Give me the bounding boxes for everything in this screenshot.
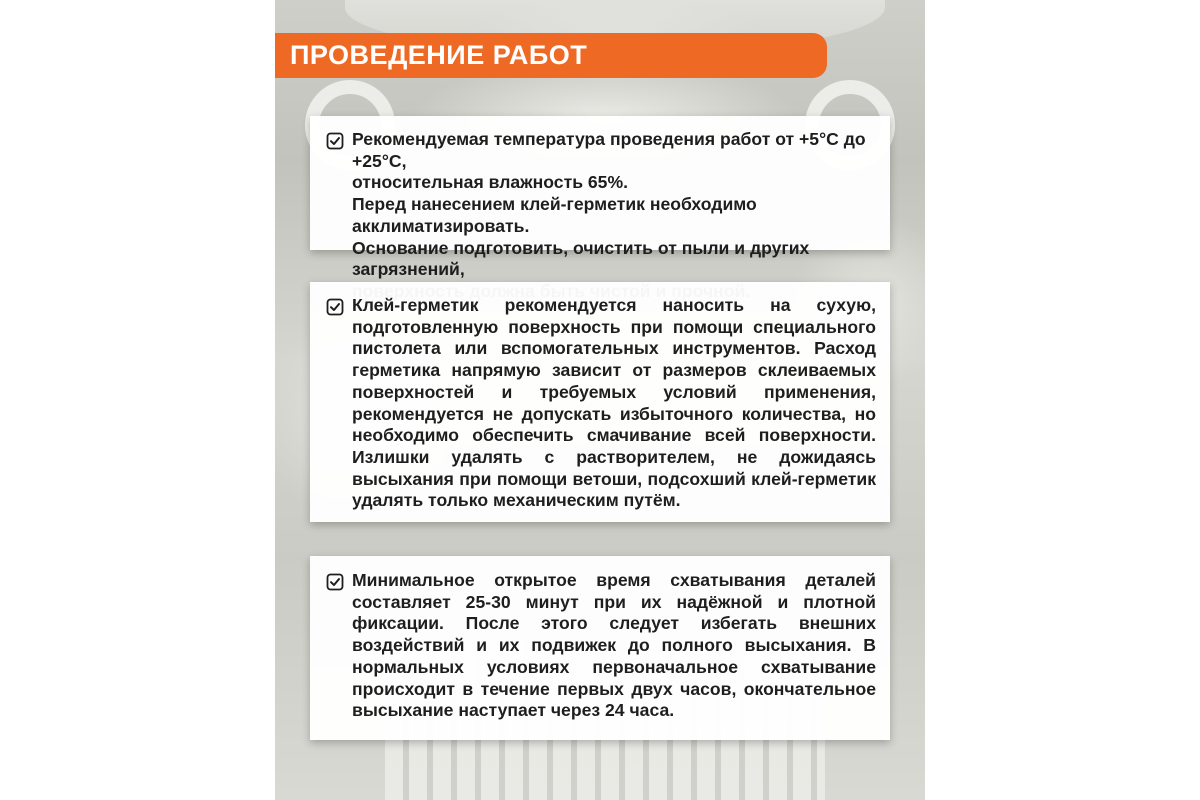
info-card-application	[310, 282, 890, 522]
checkbox-check-icon	[326, 298, 344, 316]
card-text	[352, 129, 876, 303]
card-text: Минимальное открытое время схватывания деталей составляет 25-30 минут при их надёжной и плотной фиксации. После этого следует избегать внешних воздействий и их подвижек до полного высыхания. В нормальных условиях первоначальное схватывание происходит в течение первых двух часов, окончательное высыхание наступает через 24 часа.	[352, 570, 876, 721]
card-text-line: Перед нанесением клей-герметик необходимо акклиматизировать.	[352, 194, 757, 236]
card-text-line: Основание подготовить, очистить от пыли и других загрязнений,	[352, 237, 810, 280]
info-card-temperature	[310, 116, 890, 280]
info-card-curing-time	[310, 556, 890, 740]
card-text-line: относительная влажность 65%.	[352, 172, 628, 193]
section-header-bar	[275, 33, 827, 78]
card-text: Клей-герметик рекомендуется наносить на сухую, подготовленную поверхность при помощи специального пистолета или вспомогательных инструментов. Расход герметика напрямую зависит от размеров склеиваемых поверхностей и требуемых условий применения, рекомендуется не допускать избыточного количества, но необходимо обеспечить смачивание всей поверхности. Излишки удалять с растворителем, не дожидаясь высыхания при помощи ветоши, подсохший клей-герметик удалять только механическим путём.	[352, 295, 876, 511]
section-title: ПРОВЕДЕНИЕ РАБОТ	[290, 40, 588, 70]
checkbox-check-icon	[326, 132, 344, 150]
product-info-panel	[275, 0, 925, 800]
card-text-line: Рекомендуемая температура проведения работ от +5°С до +25°С,	[352, 129, 866, 171]
checkbox-check-icon	[326, 573, 344, 591]
